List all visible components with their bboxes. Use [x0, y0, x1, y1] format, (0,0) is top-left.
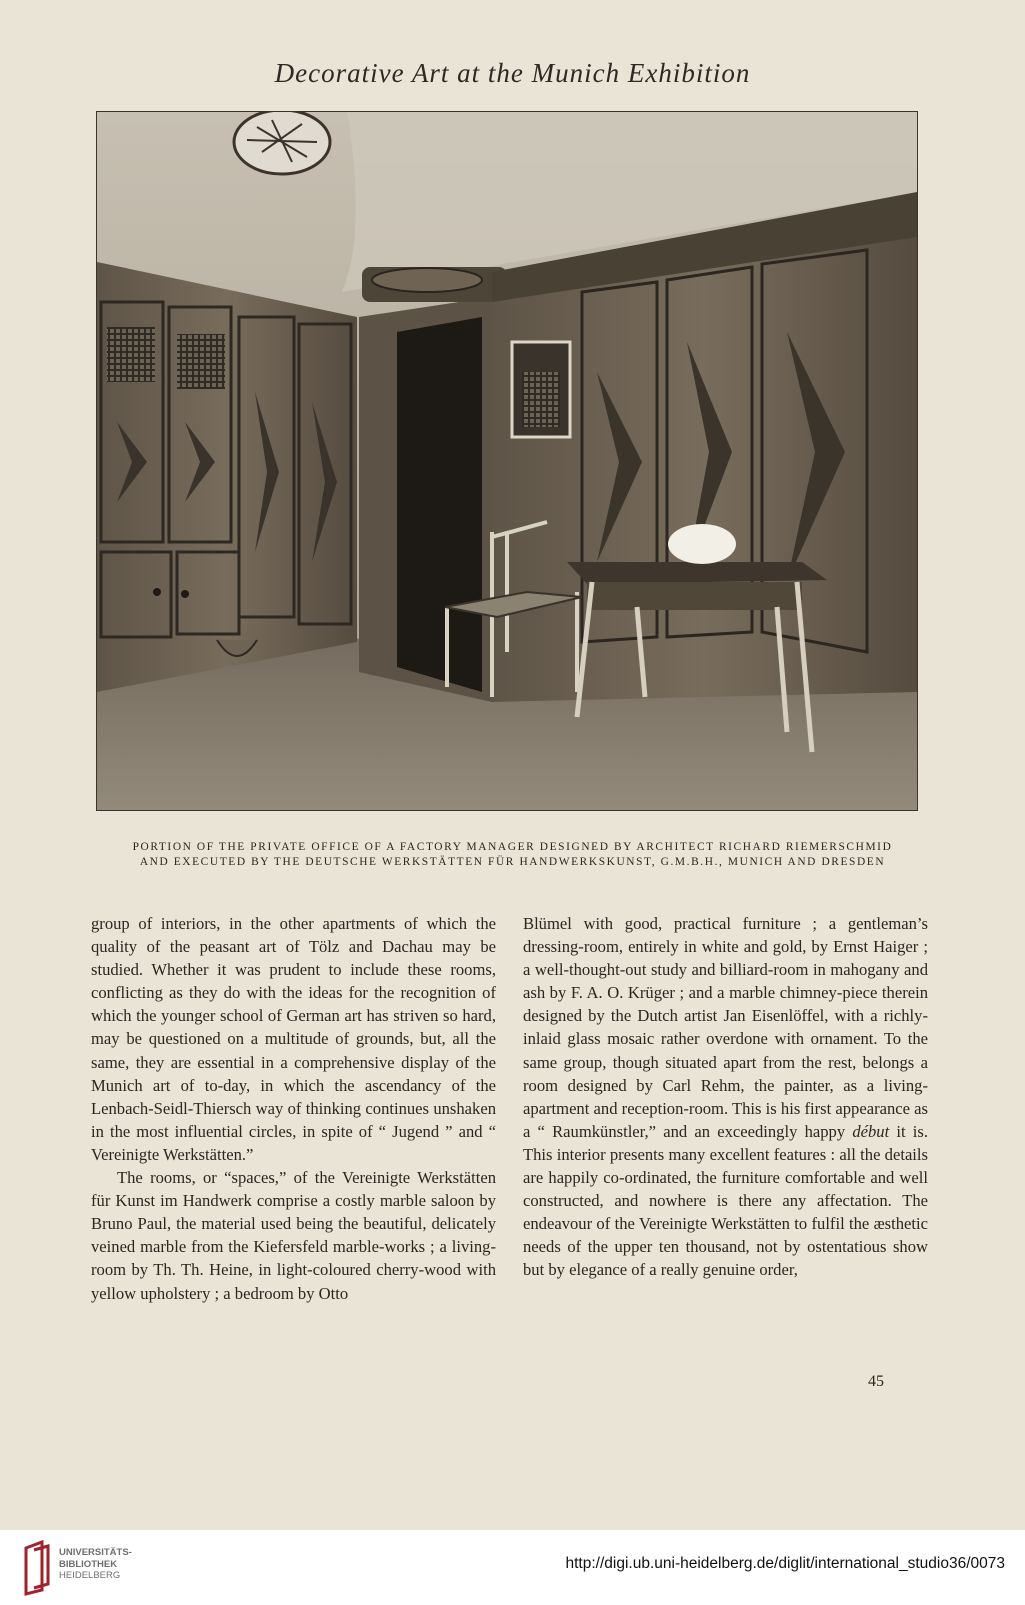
photo-plate: [96, 111, 918, 811]
text-column-right: [523, 912, 928, 1282]
text-column-left: [91, 912, 496, 1305]
right-wall-paneling: [492, 232, 917, 702]
paragraph: The rooms, or “spaces,” of the Vereinigte Werkstätten für Kunst im Handwerk comprise a costly marble saloon by Bruno Paul, the material used being the beautiful, delicately veined marble from the Kiefersfeld marble-works ; a living-room by Th. Th. Heine, in light-coloured cherry-wood with yellow upholstery ; a bedroom by Otto: [91, 1168, 496, 1303]
page-number: 45: [868, 1373, 884, 1390]
caption-line-1: PORTION OF THE PRIVATE OFFICE OF A FACTORY MANAGER DESIGNED BY ARCHITECT RICHARD RIEMERSCHMID: [132, 841, 893, 853]
left-wall-cupboards: [97, 262, 357, 692]
running-title: Decorative Art at the Munich Exhibition: [274, 58, 751, 88]
source-url-link[interactable]: http://digi.ub.uni-heidelberg.de/diglit/international_studio36/0073: [565, 1555, 1005, 1572]
cupboard-grille-left: [107, 327, 155, 382]
university-library-logo-icon: [22, 1540, 52, 1596]
paragraph: group of interiors, in the other apartments of which the quality of the peasant art of Tölz and Dachau may be studied. Whether it was prudent to include these rooms, conflicting as they do with the ideas for the recognition of which the younger school of German art has striven so hard, may be questioned on a multitude of grounds, but, all the same, they are essential in a comprehensive display of the Munich art of to-day, in which the ascendancy of the Lenbach-Seidl-Thiersch way of thinking continues unshaken in the most influential circles, in spite of “ Jugend ” and “ Vereinigte Werkstätten.”: [91, 914, 496, 1164]
caption-line-2: AND EXECUTED BY THE DEUTSCHE WERKSTÄTTEN FÜR HANDWERKSKUNST, G.M.B.H., MUNICH AND DRESDEN: [139, 856, 886, 868]
debut-italic: début: [852, 1121, 890, 1141]
office-interior-photo: [97, 112, 917, 810]
plate-caption: [0, 840, 1025, 870]
cupboard-grille-right: [177, 334, 225, 389]
library-name: UNIVERSITÄTS- BIBLIOTHEK HEIDELBERG: [59, 1547, 132, 1581]
doorway-opening: [397, 317, 482, 692]
digitization-footer: [0, 1530, 1025, 1605]
white-bowl: [668, 524, 736, 564]
paragraph: Blümel with good, practical furniture ; a gentleman’s dressing-room, entirely in white and gold, by Ernst Haiger ; a well-thought-out study and billiard-room in mahogany and ash by F. A. O. Krüger ; and a marble chimney-piece therein designed by the Dutch artist Jan Eisenlöffel, with a richly-inlaid glass mosaic rather overdone with ornament. To the same group, though situated apart from the rest, belongs a room designed by Carl Rehm, the painter, as a living-apartment and reception-room. This is his first appearance as a “ Raumkünstler,” and an exceedingly happy début it is. This interior presents many excellent features : all the details are happily co-ordinated, the furniture comfortable and well constructed, and nowhere is there any affectation. The endeavour of the Vereinigte Werkstätten to fulfil the æsthetic needs of the upper ten thousand, not by ostentatious show but by elegance of a really genuine order,: [523, 914, 928, 1280]
